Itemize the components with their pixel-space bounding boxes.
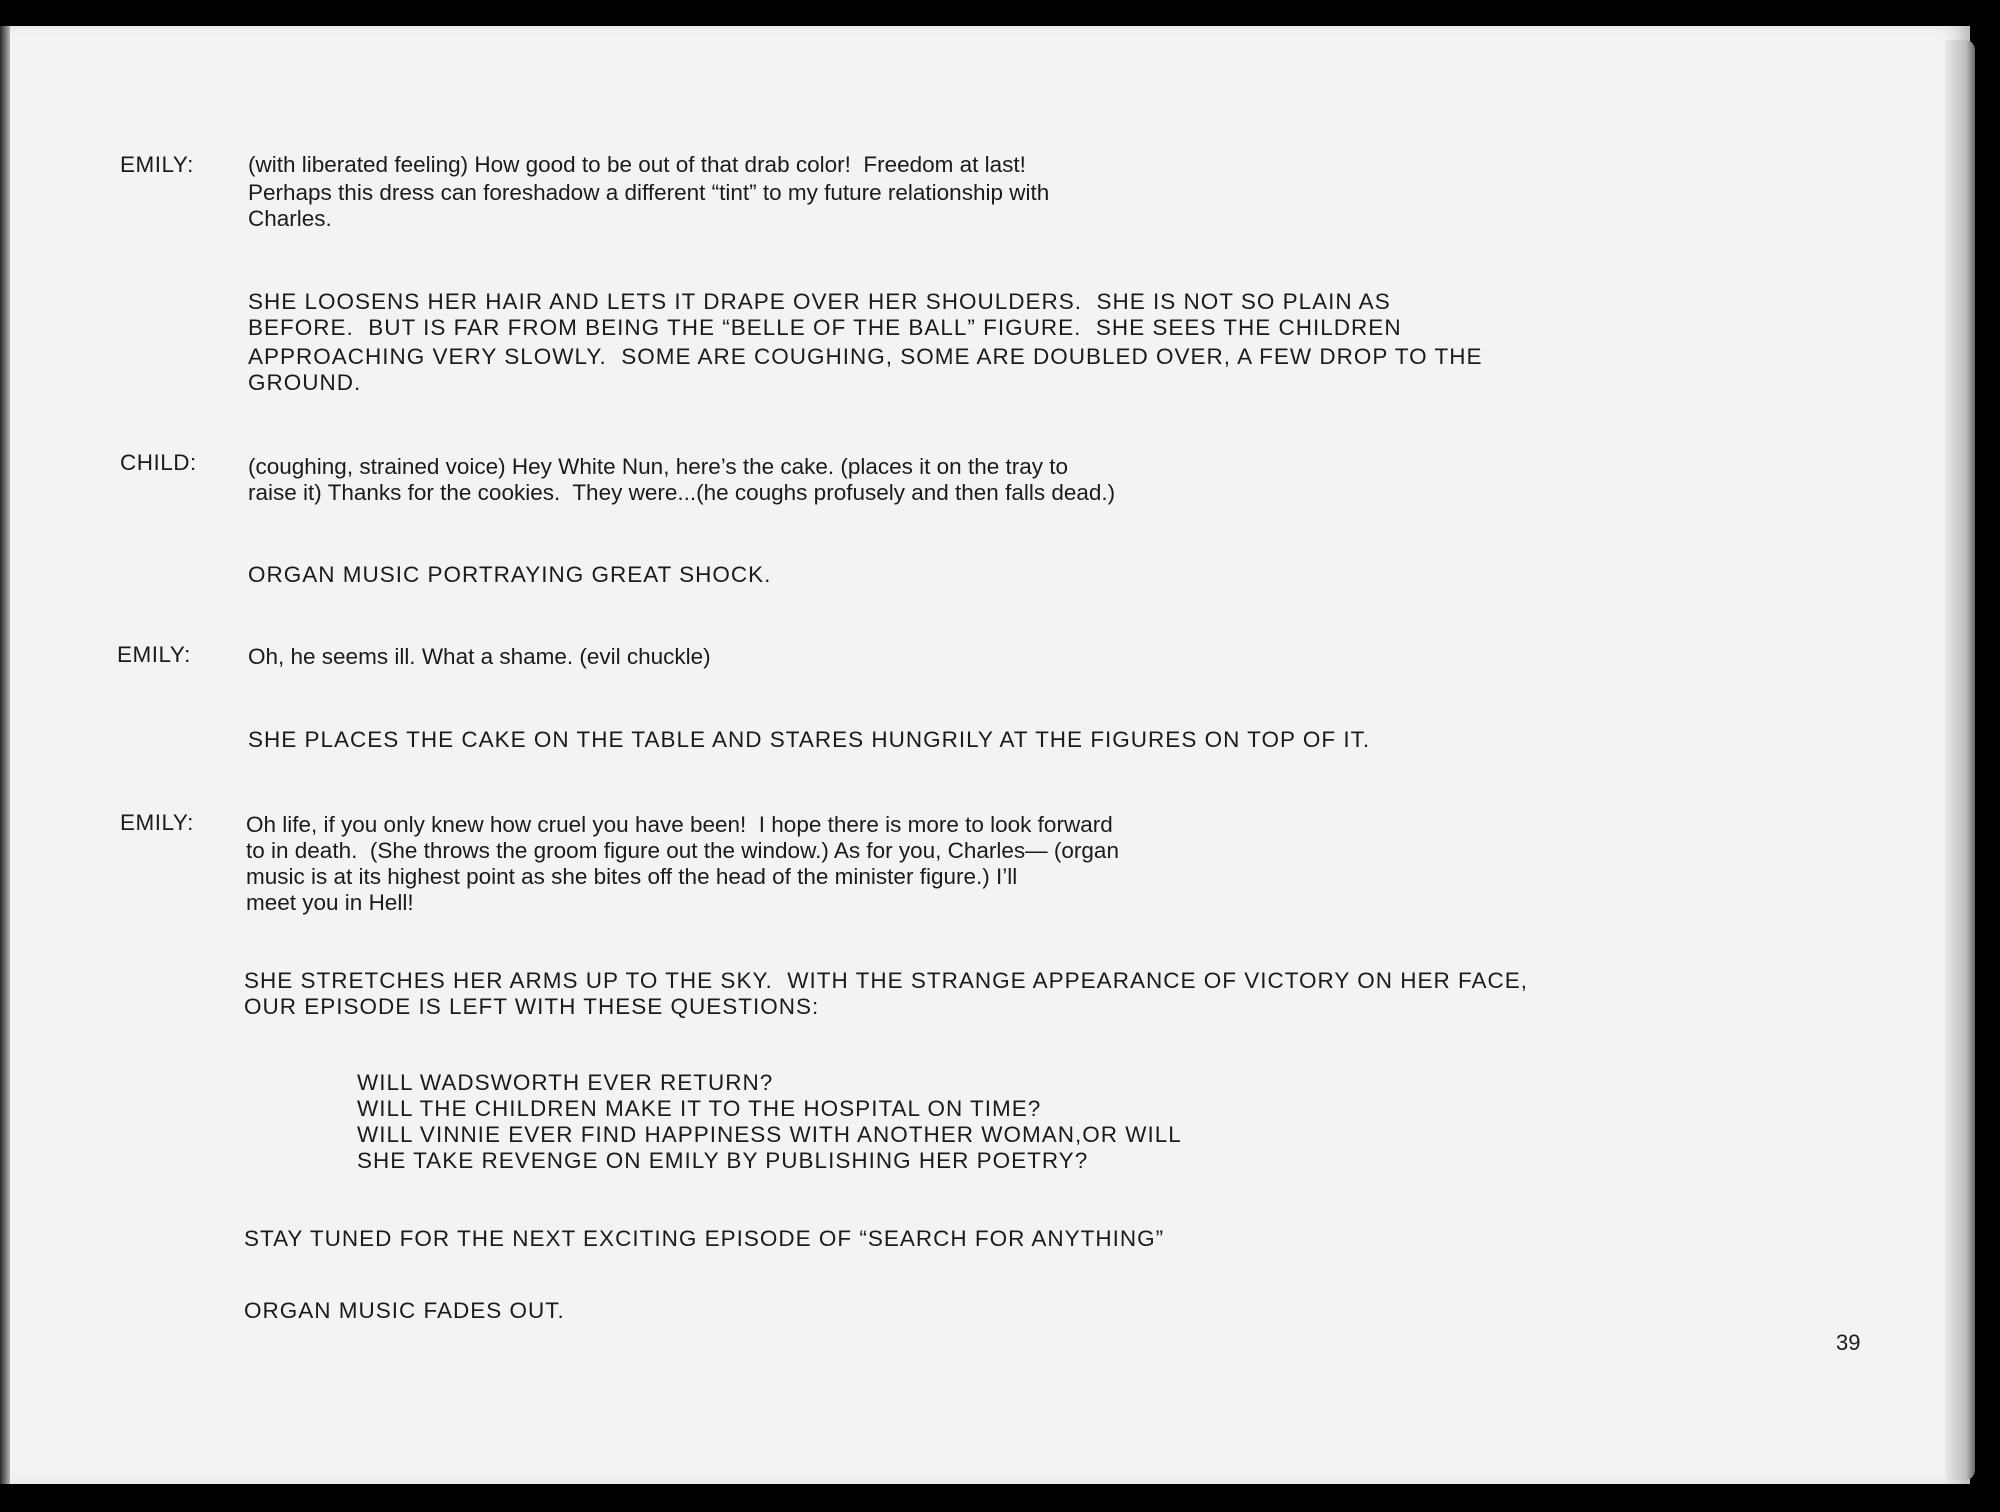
dialogue-line: meet you in Hell! xyxy=(246,890,414,915)
speaker-child: CHILD: xyxy=(120,450,197,475)
dialogue-line: Oh, he seems ill. What a shame. (evil chuckle) xyxy=(248,644,711,669)
dialogue-line: Charles. xyxy=(248,206,332,231)
question-line: WILL VINNIE EVER FIND HAPPINESS WITH ANOTHER WOMAN,OR WILL xyxy=(357,1122,1182,1147)
page-edge-curl xyxy=(1945,40,1975,1480)
stage-direction-line: SHE PLACES THE CAKE ON THE TABLE AND STARES HUNGRILY AT THE FIGURES ON TOP OF IT. xyxy=(248,727,1371,752)
stage-direction-line: APPROACHING VERY SLOWLY. SOME ARE COUGHING, SOME ARE DOUBLED OVER, A FEW DROP TO THE xyxy=(248,344,1483,369)
speaker-emily: EMILY: xyxy=(120,810,194,835)
speaker-emily: EMILY: xyxy=(120,152,194,177)
stage-direction-line: ORGAN MUSIC PORTRAYING GREAT SHOCK. xyxy=(248,562,772,587)
dialogue-line: raise it) Thanks for the cookies. They were...(he coughs profusely and then falls dead.) xyxy=(248,480,1116,505)
stage-direction-line: OUR EPISODE IS LEFT WITH THESE QUESTIONS: xyxy=(244,994,820,1019)
question-line: SHE TAKE REVENGE ON EMILY BY PUBLISHING HER POETRY? xyxy=(357,1148,1089,1173)
dialogue-line: to in death. (She throws the groom figure out the window.) As for you, Charles— (organ xyxy=(246,838,1119,863)
page-number: 39 xyxy=(1836,1330,1861,1355)
stage-direction-line: ORGAN MUSIC FADES OUT. xyxy=(244,1298,565,1323)
stage-direction-line: SHE LOOSENS HER HAIR AND LETS IT DRAPE OVER HER SHOULDERS. SHE IS NOT SO PLAIN AS xyxy=(248,289,1391,314)
stage-direction-line: SHE STRETCHES HER ARMS UP TO THE SKY. WITH THE STRANGE APPEARANCE OF VICTORY ON HER FACE, xyxy=(244,968,1529,993)
stage-direction-line: STAY TUNED FOR THE NEXT EXCITING EPISODE OF “SEARCH FOR ANYTHING” xyxy=(244,1226,1165,1251)
speaker-emily: EMILY: xyxy=(117,642,191,667)
question-line: WILL THE CHILDREN MAKE IT TO THE HOSPITAL ON TIME? xyxy=(357,1096,1042,1121)
dialogue-line: Perhaps this dress can foreshadow a different “tint” to my future relationship with xyxy=(248,180,1050,205)
stage-direction-line: BEFORE. BUT IS FAR FROM BEING THE “BELLE OF THE BALL” FIGURE. SHE SEES THE CHILDREN xyxy=(248,315,1402,340)
stage-direction-line: GROUND. xyxy=(248,370,362,395)
question-line: WILL WADSWORTH EVER RETURN? xyxy=(357,1070,774,1095)
dialogue-line: (with liberated feeling) How good to be out of that drab color! Freedom at last! xyxy=(248,152,1026,177)
script-page xyxy=(10,26,1970,1484)
dialogue-line: music is at its highest point as she bites off the head of the minister figure.) I’ll xyxy=(246,864,1018,889)
dialogue-line: (coughing, strained voice) Hey White Nun, here’s the cake. (places it on the tray to xyxy=(248,454,1068,479)
dialogue-line: Oh life, if you only knew how cruel you have been! I hope there is more to look forward xyxy=(246,812,1113,837)
